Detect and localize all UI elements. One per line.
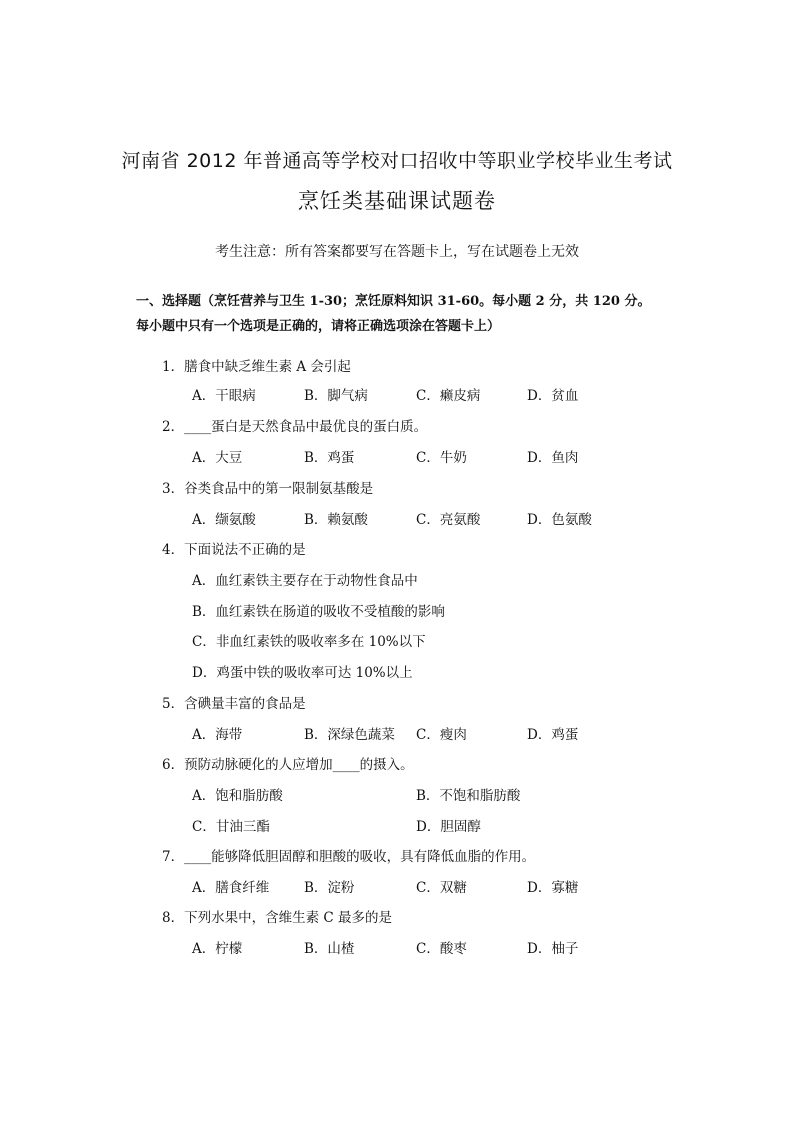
option-b: B．赖氨酸 [304,512,368,528]
paper-subtitle: 烹饪类基础课试题卷 [298,189,496,213]
question-stem: 6．预防动脉硬化的人应增加____的摄入。 [162,757,414,773]
option-a: A．干眼病 [192,388,256,404]
option-b: B．血红素铁在肠道的吸收不受植酸的影响 [192,604,445,620]
option-d: D．寡糖 [527,880,579,896]
exam-title: 河南省 2012 年普通高等学校对口招收中等职业学校毕业生考试 [121,150,673,172]
option-d: D．鱼肉 [527,450,579,466]
question-stem: 1．膳食中缺乏维生素 A 会引起 [162,359,351,375]
option-c: C．牛奶 [416,450,467,466]
candidate-notice: 考生注意：所有答案都要写在答题卡上，写在试题卷上无效 [215,244,579,260]
question-stem: 5．含碘量丰富的食品是 [162,696,306,712]
option-b: B．不饱和脂肪酸 [416,788,521,804]
option-d: D．鸡蛋中铁的吸收率可达 10%以上 [192,665,413,681]
option-b: B．深绿色蔬菜 [304,727,395,743]
option-b: B．山楂 [304,941,355,957]
section-instructions-line2: 每小题中只有一个选项是正确的，请将正确选项涂在答题卡上） [136,319,501,334]
option-d: D．胆固醇 [416,819,481,835]
option-c: C．甘油三酯 [192,819,270,835]
question-stem: 8．下列水果中，含维生素 C 最多的是 [162,910,393,926]
question-stem: 4．下面说法不正确的是 [162,542,306,558]
option-d: D．色氨酸 [527,512,592,528]
option-c: C．亮氨酸 [416,512,481,528]
option-d: D．鸡蛋 [527,727,579,743]
option-c: C．酸枣 [416,941,467,957]
option-c: C．癞皮病 [416,388,481,404]
option-c: C．瘦肉 [416,727,467,743]
option-d: D．柚子 [527,941,579,957]
option-a: A．柠檬 [192,941,243,957]
question-stem: 2．____蛋白是天然食品中最优良的蛋白质。 [162,419,428,435]
option-a: A．缬氨酸 [192,512,256,528]
option-b: B．鸡蛋 [304,450,355,466]
question-stem: 7．____能够降低胆固醇和胆酸的吸收，具有降低血脂的作用。 [162,849,536,865]
option-a: A．膳食纤维 [192,880,270,896]
option-a: A．饱和脂肪酸 [192,788,283,804]
option-b: B．淀粉 [304,880,355,896]
option-b: B．脚气病 [304,388,368,404]
option-a: A．海带 [192,727,243,743]
question-stem: 3．谷类食品中的第一限制氨基酸是 [162,481,374,497]
section-instructions-line1: 一、选择题（烹饪营养与卫生 1-30；烹饪原料知识 31-60。每小题 2 分，共 120 分。 [136,294,651,309]
option-c: C．双糖 [416,880,467,896]
option-d: D．贫血 [527,388,579,404]
option-c: C．非血红素铁的吸收率多在 10%以下 [192,634,426,650]
option-a: A．血红素铁主要存在于动物性食品中 [192,573,418,589]
option-a: A．大豆 [192,450,243,466]
